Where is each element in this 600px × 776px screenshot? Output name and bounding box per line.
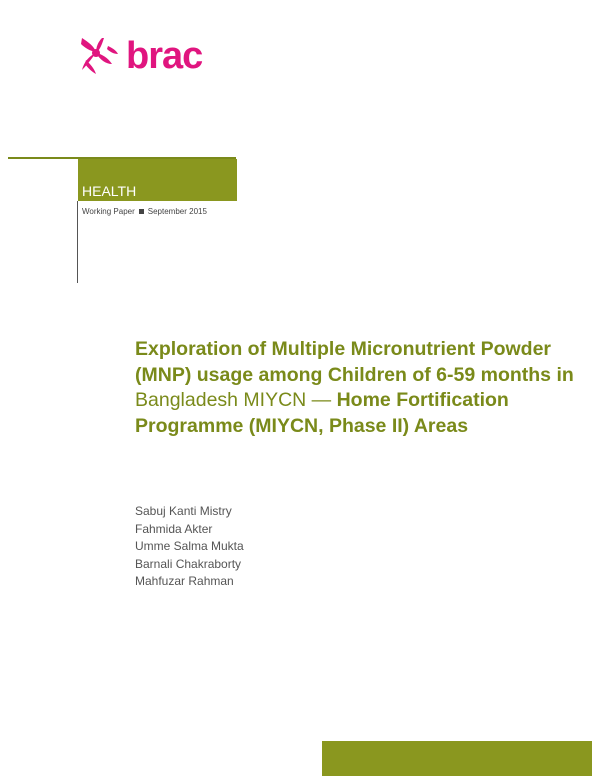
paper-meta	[82, 207, 207, 216]
logo-text: brac	[126, 35, 203, 77]
title-bold: Exploration of Multiple Micronutrient Powder (MNP) usage among Children of 6-59 months in	[135, 338, 574, 386]
author: Sabuj Kanti Mistry	[135, 504, 232, 518]
vertical-divider	[77, 201, 78, 283]
square-bullet-icon	[139, 209, 144, 214]
section-label: HEALTH	[82, 183, 137, 199]
author: Barnali Chakraborty	[135, 556, 242, 571]
author: Fahmida Akter	[135, 521, 213, 536]
brac-logo-icon	[78, 36, 122, 76]
paper-date: September 2015	[147, 207, 207, 216]
author: Umme Salma Mukta	[135, 539, 244, 553]
title-bold-end: Home Fortification Programme (MIYCN, Phase II) Areas	[135, 389, 509, 437]
title-light: Bangladesh MIYCN —	[135, 389, 332, 411]
author-list	[135, 503, 244, 591]
author: Mahfuzar Rahman	[135, 574, 234, 588]
footer-block	[322, 741, 592, 776]
paper-type: Working Paper	[82, 207, 135, 216]
document-title	[135, 337, 585, 439]
brac-logo	[78, 36, 202, 76]
